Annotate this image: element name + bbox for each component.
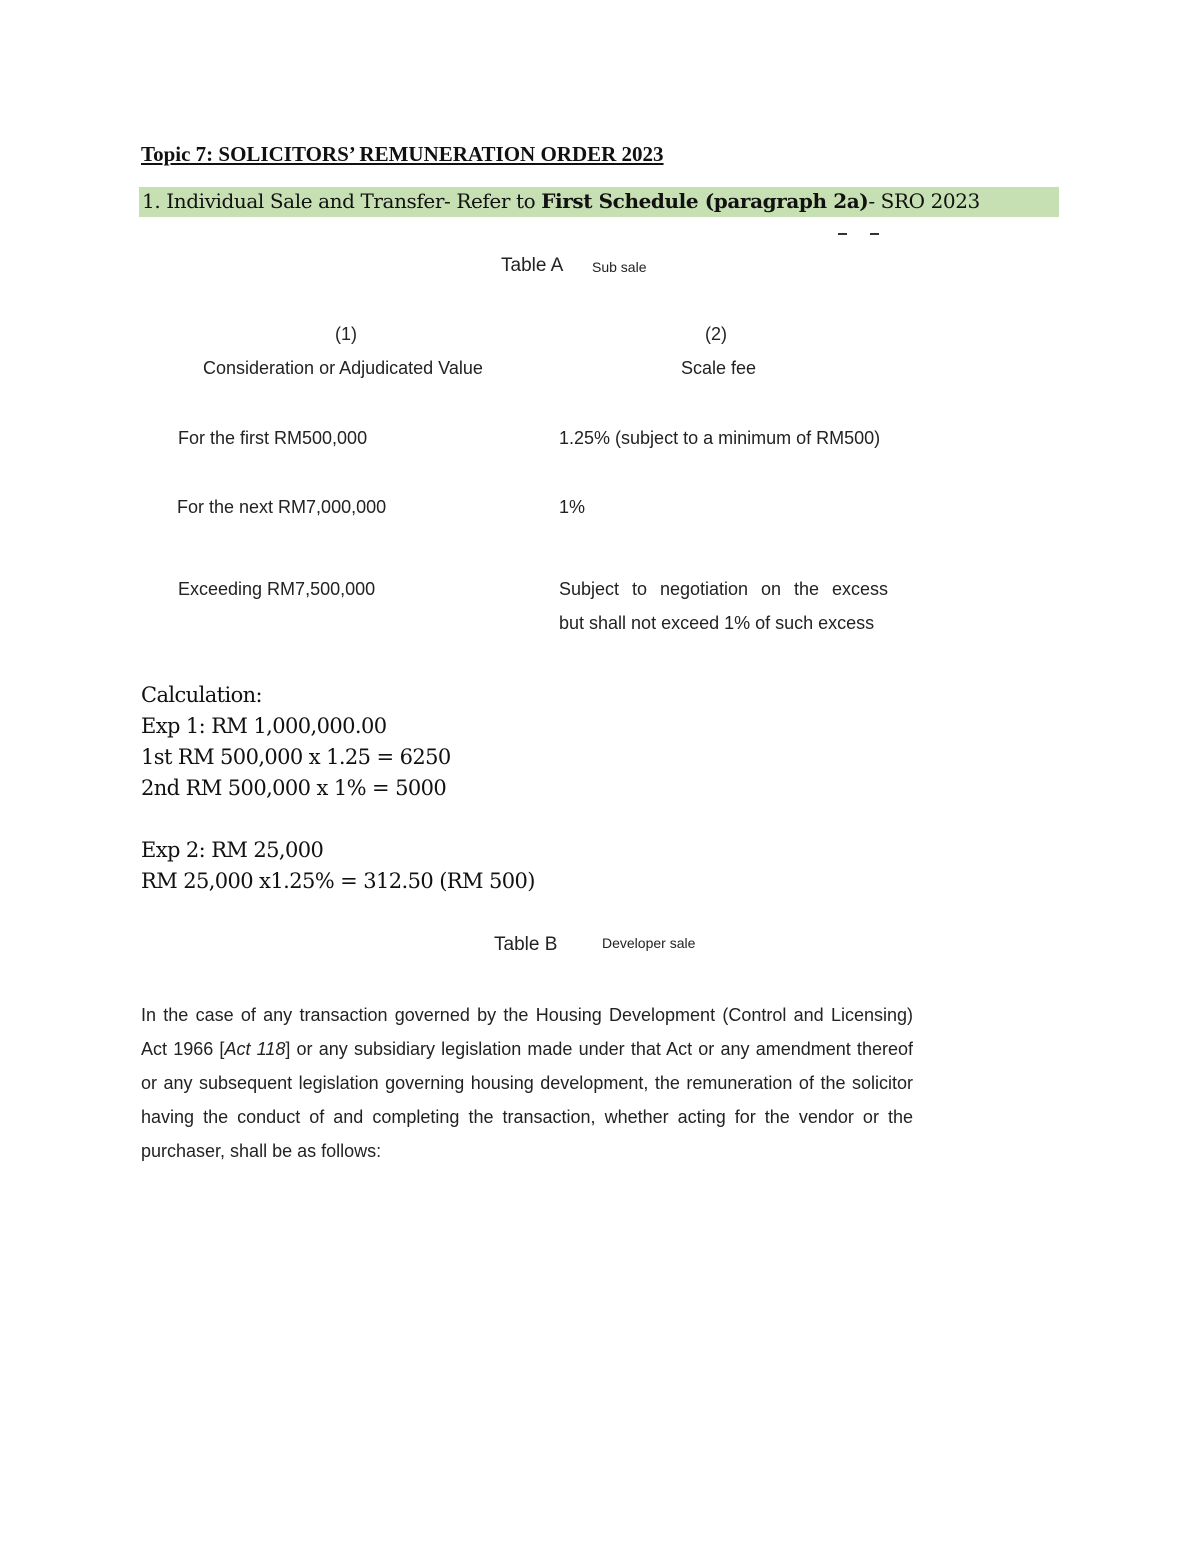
table-b-subtitle: Developer sale: [602, 935, 696, 951]
table-row-fee: 1.25% (subject to a minimum of RM500): [559, 428, 881, 448]
example-1-line: 1st RM 500,000 x 1.25 = 6250: [141, 745, 451, 769]
table-row-fee: Subject to negotiation on the excess: [559, 579, 888, 599]
example-1-title: Exp 1: RM 1,000,000.00: [141, 714, 387, 738]
col1-header: Consideration or Adjudicated Value: [203, 358, 483, 378]
table-row-fee: 1%: [559, 497, 586, 517]
scan-mark: [870, 233, 879, 235]
table-b-caption: Table B: [494, 934, 558, 955]
col2-number: (2): [705, 324, 727, 344]
page-title: Topic 7: SOLICITORS’ REMUNERATION ORDER 2023: [141, 142, 664, 166]
section-heading: [142, 189, 980, 213]
scan-mark: [838, 233, 847, 235]
table-row-value: For the next RM7,000,000: [177, 497, 387, 517]
section-suffix: - SRO 2023: [868, 189, 980, 213]
example-1-line: 2nd RM 500,000 x 1% = 5000: [141, 776, 447, 800]
paragraph-part-1: In the case of any transaction governed by the Housing Development (Control and Licensing) Act 1966 [: [141, 1005, 913, 1059]
col1-number: (1): [335, 324, 357, 344]
table-row-value: Exceeding RM7,500,000: [178, 579, 376, 599]
col2-header: Scale fee: [681, 358, 757, 378]
paragraph-part-2: ] or any subsidiary legislation made under that Act or any amendment thereof or any subsequent legislation governing housing development, the remuneration of the solicitor having the conduct of and completing the transaction, whether acting for the vendor or the purchaser, shall be as follows:: [141, 1039, 913, 1161]
housing-development-paragraph: [141, 998, 913, 1168]
example-2-title: Exp 2: RM 25,000: [141, 838, 324, 862]
section-bold: First Schedule (paragraph 2a): [541, 189, 869, 213]
table-a-caption: Table A: [501, 255, 564, 276]
section-prefix: 1. Individual Sale and Transfer- Refer to: [142, 189, 542, 213]
calculation-heading: Calculation:: [141, 683, 263, 707]
table-row-fee-continued: but shall not exceed 1% of such excess: [559, 613, 875, 633]
act-reference: Act 118: [224, 1039, 286, 1059]
table-a-subtitle: Sub sale: [592, 259, 647, 275]
table-row-value: For the first RM500,000: [178, 428, 368, 448]
example-2-line: RM 25,000 x1.25% = 312.50 (RM 500): [141, 869, 535, 893]
